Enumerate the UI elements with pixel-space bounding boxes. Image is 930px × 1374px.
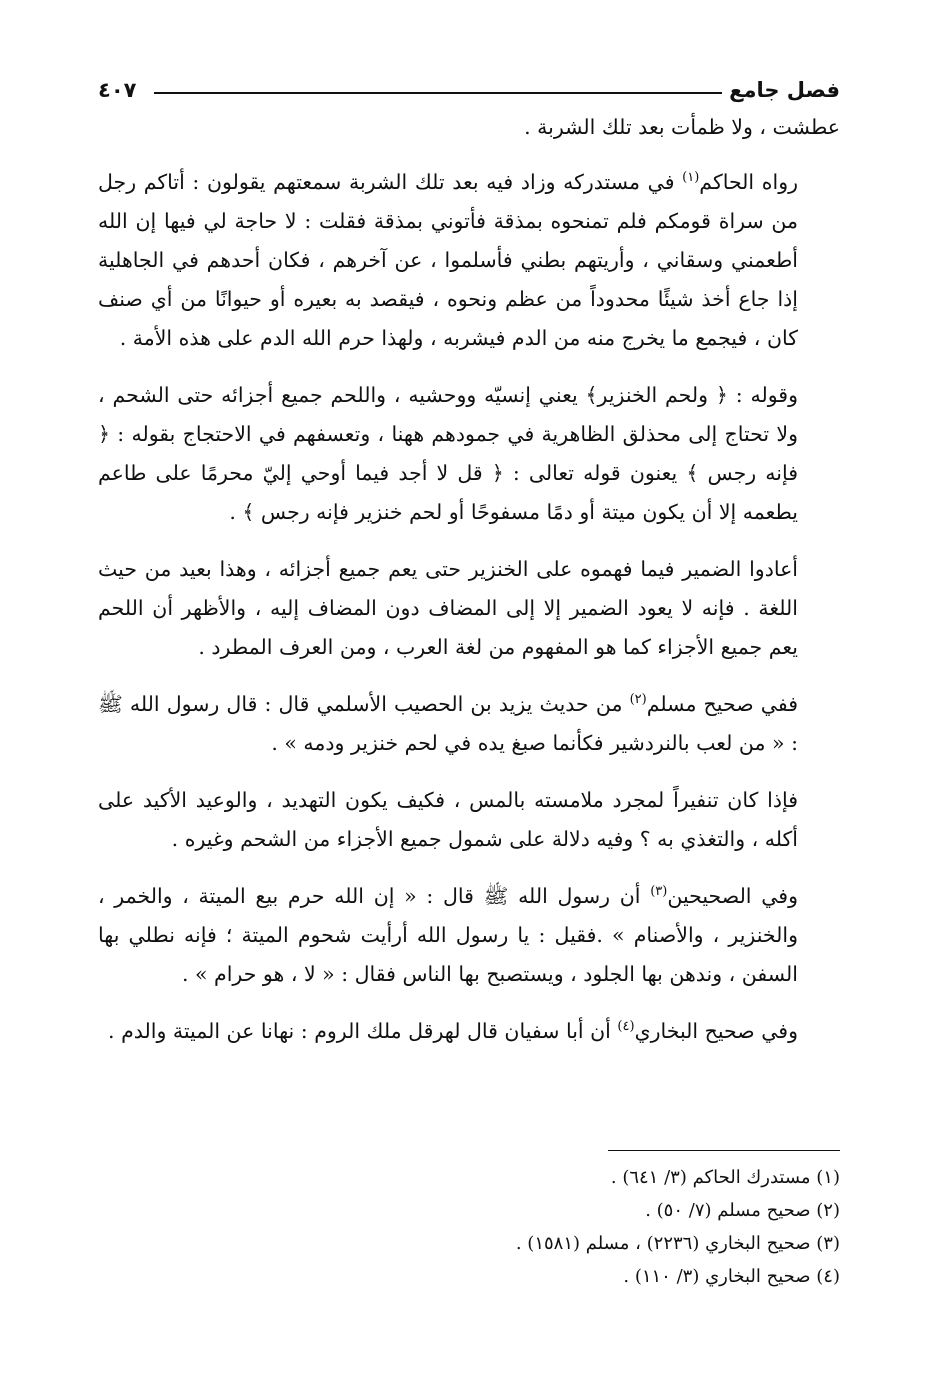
footnote-rule: [608, 1150, 840, 1151]
paragraph: ففي صحيح مسلم$^{(٢)}$ من حديث يزيد بن الحصيب الأسلمي قال : قال رسول الله ﷺ : « من لعب بالنردشير فكأنما صبغ يده في لحم خنزير ودمه » .: [98, 692, 799, 755]
page-number: ٤٠٧: [98, 78, 137, 102]
footnotes: [98, 1150, 840, 1293]
footnote-ref: (٣): [650, 884, 668, 900]
paragraph: وقوله : ﴿ ولحم الخنزير﴾ يعني إنسيّه ووحشيه ، واللحم جميع أجزائه حتى الشحم ، ولا تحتاج إلى محذلق الظاهرية في جمودهم ههنا ، وتعسفهم في الاحتجاج بقوله : ﴿ فإنه رجس ﴾ يعنون قوله تعالى : ﴿ قل لا أجد فيما أوحي إليّ محرمًا على طاعم يطعمه إلا أن يكون ميتة أو دمًا مسفوحًا أو لحم خنزير فإنه رجس ﴾ .: [98, 383, 798, 524]
footnote-ref: (٢): [629, 692, 647, 708]
paragraph: فإذا كان تنفيراً لمجرد ملامسته بالمس ، فكيف يكون التهديد ، والوعيد الأكيد على أكله ، والتغذي به ؟ وفيه دلالة على شمول جميع الأجزاء من الشحم وغيره .: [98, 788, 798, 851]
header-rule: [154, 92, 722, 94]
paragraph: وفي الصحيحين$^{(٣)}$ أن رسول الله ﷺ قال : « إن الله حرم بيع الميتة ، والخمر ، والخنزير ، والأصنام » .فقيل : يا رسول الله أرأيت شحوم الميتة ؛ فإنه نطلي بها السفن ، وندهن بها الجلود ، ويستصبح بها الناس فقال : « لا ، هو حرام » .: [98, 884, 798, 986]
body-text: [98, 108, 840, 1051]
paragraph: رواه الحاكم$^{(١)}$ في مستدركه وزاد فيه بعد تلك الشربة سمعتهم يقولون : أتاكم رجل من سراة قومكم فلم تمنحوه بمذقة فأتوني بمذقة فقلت : لا حاجة لي فيها إن الله أطعمني وسقاني ، وأريتهم بطني فأسلموا ، عن آخرهم ، فكان أحدهم في الجاهلية إذا جاع أخذ شيئًا محدوداً من عظم ونحوه ، فيقصد به بعيره أو حيوانًا من أي صنف كان ، فيجمع ما يخرج منه من الدم فيشربه ، ولهذا حرم الله الدم على هذه الأمة .: [98, 170, 798, 350]
page: [98, 70, 840, 1287]
chapter-title: فصل جامع: [729, 78, 840, 102]
paragraph: عطشت ، ولا ظمأت بعد تلك الشربة .: [524, 115, 840, 139]
footnote: (٤) صحيح البخاري (٣/ ١١٠) .: [623, 1266, 840, 1287]
paragraph: أعادوا الضمير فيما فهموه على الخنزير حتى يعم جميع أجزائه ، وهذا بعيد من حيث اللغة . فإنه لا يعود الضمير إلا إلى المضاف دون المضاف إليه ، والأظهر أن اللحم يعم جميع الأجزاء كما هو المفهوم من لغة العرب ، ومن العرف المطرد .: [98, 557, 798, 659]
page-header: [98, 70, 840, 108]
footnote: (١) مستدرك الحاكم (٣/ ٦٤١) .: [610, 1167, 840, 1188]
footnote: (٢) صحيح مسلم (٧/ ٥٠) .: [645, 1200, 840, 1221]
footnote-ref: (٤): [617, 1019, 635, 1035]
paragraph: وفي صحيح البخاري$^{(٤)}$ أن أبا سفيان قال لهرقل ملك الروم : نهانا عن الميتة والدم .: [108, 1019, 798, 1043]
footnote: (٣) صحيح البخاري (٢٢٣٦) ، مسلم (١٥٨١) .: [515, 1233, 840, 1254]
footnote-ref: (١): [682, 170, 700, 186]
